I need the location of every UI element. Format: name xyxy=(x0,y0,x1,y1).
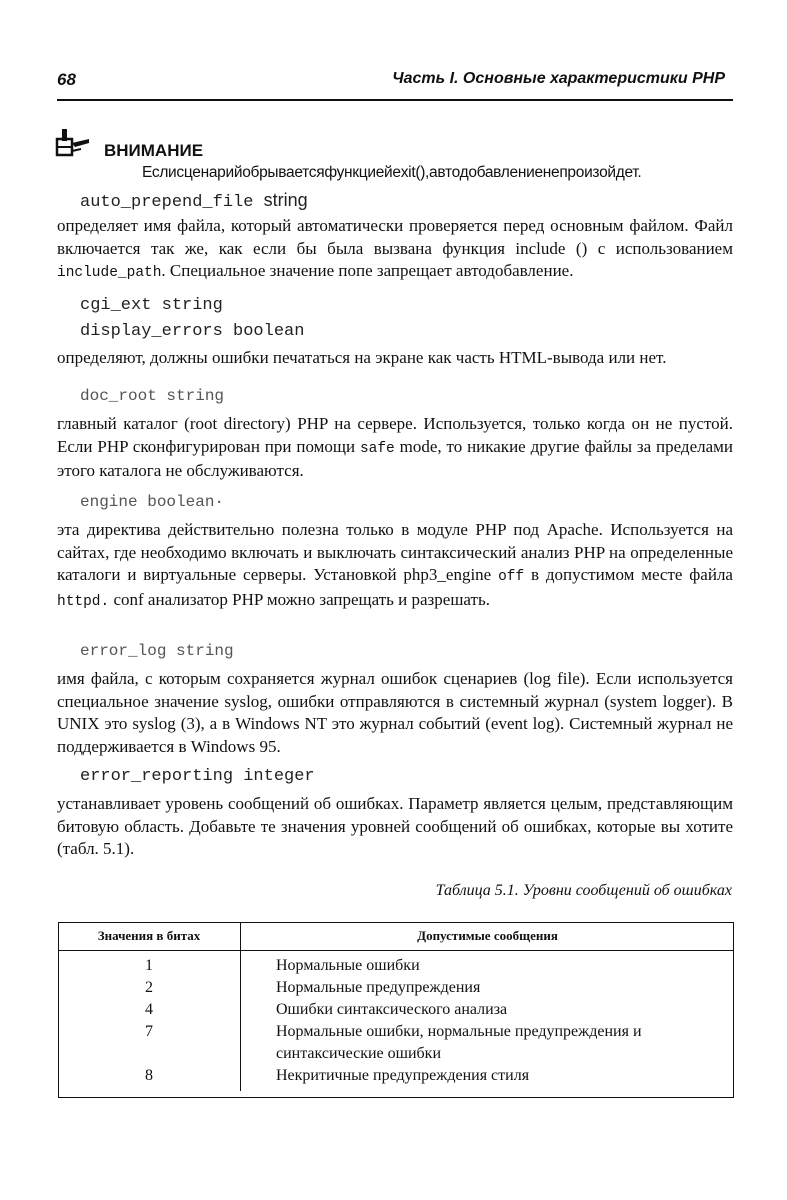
error-levels-table xyxy=(58,922,734,1091)
table-row xyxy=(58,977,734,999)
text-run: conf анализатор PHP можно запрещать и разрешать. xyxy=(109,589,490,609)
cell-bits: 8 xyxy=(58,1065,241,1091)
text-run: в допустимом месте файла xyxy=(524,565,733,584)
paragraph-engine xyxy=(57,519,733,613)
directive-type: string xyxy=(263,190,308,210)
cell-bits: 2 xyxy=(58,977,241,999)
text-run: mode, то никакие другие файлы за пределами этого каталога не обслуживаются. xyxy=(57,436,734,480)
code-run: include_path xyxy=(57,265,162,281)
header-bits: Значения в битах xyxy=(58,922,241,951)
header-rule xyxy=(57,99,733,101)
paragraph-auto-prepend-file xyxy=(57,215,733,285)
code-run: off xyxy=(498,569,525,585)
directive-auto-prepend-file xyxy=(80,190,308,212)
directive-error-log: error_log string xyxy=(80,642,234,660)
cell-message: Нормальные предупреждения xyxy=(276,979,481,996)
paragraph-error-log: имя файла, с которым сохраняется журнал ошибок сценариев (log file). Если используется специальное значение syslog, ошибки отправляются в системный журнал (system logger). В UNIX это syslog (3), а в Windows NT это журнал событий (event log). Системный журнал не поддерживается в Windows 95. xyxy=(57,669,733,756)
table-row xyxy=(58,1021,734,1065)
table-row xyxy=(58,999,734,1021)
text-run: главный каталог (root directory) PHP на сервере. Используется, только когда он не пустой. Если PHP сконфигурирован при помощи xyxy=(57,414,733,456)
cell-message: Ошибки синтаксического анализа xyxy=(276,1001,508,1018)
directive-name: auto_prepend_file xyxy=(80,193,254,212)
cell-bits: 7 xyxy=(58,1021,241,1065)
directive-display-errors: display_errors boolean xyxy=(80,322,305,341)
warning-text: Еслисценарийобрываетсяфункциейexit(),автодобавлениенепроизойдет. xyxy=(142,164,642,181)
directive-error-reporting: error_reporting integer xyxy=(80,767,315,786)
cell-message: Нормальные ошибки, нормальные предупреждения и синтаксические ошибки xyxy=(276,1023,642,1062)
cell-bits: 4 xyxy=(58,999,241,1021)
code-run: safe xyxy=(359,440,395,457)
paragraph-display-errors: определяют, должны ошибки печататься на экране как часть HTML-вывода или нет. xyxy=(57,348,667,367)
code-run: httpd. xyxy=(57,593,110,610)
table-header-row xyxy=(58,922,734,951)
table-row xyxy=(58,951,734,978)
directive-engine: engine boolean· xyxy=(80,493,225,511)
text-run: определяет имя файла, который автоматически проверяется перед основным файлом. Файл включается так же, как если бы была вызвана функция include () с использованием xyxy=(57,216,733,258)
paragraph-doc-root xyxy=(57,413,733,483)
directive-cgi-ext: cgi_ext string xyxy=(80,296,223,315)
header-messages: Допустимые сообщения xyxy=(241,922,735,951)
page-number: 68 xyxy=(57,70,76,89)
text-run: эта директива действительно полезна только в модуле PHP под Apache. Используется на сайтах, где необходимо включать и выключать синтаксический анализ PHP на определенные каталоги и виртуальные серверы. Установкой php3_engine xyxy=(57,520,733,584)
cell-message: Нормальные ошибки xyxy=(276,957,420,974)
paragraph-error-reporting: устанавливает уровень сообщений об ошибках. Параметр является целым, представляющим битовую область. Добавьте те значения уровней сообщений об ошибках, которые вы хотите (табл. 5.1). xyxy=(57,794,733,858)
hand-pointing-icon xyxy=(55,125,91,161)
directive-doc-root: doc_root string xyxy=(80,387,225,405)
cell-message: Некритичные предупреждения стиля xyxy=(276,1067,530,1084)
table-caption: Таблица 5.1. Уровни сообщений об ошибках xyxy=(435,882,732,899)
text-run: . Специальное значение попе запрещает автодобавление. xyxy=(161,261,574,280)
table-row xyxy=(58,1065,734,1091)
warning-title: ВНИМАНИЕ xyxy=(104,141,204,160)
running-title: Часть I. Основные характеристики PHP xyxy=(392,70,725,87)
cell-bits: 1 xyxy=(58,951,241,978)
